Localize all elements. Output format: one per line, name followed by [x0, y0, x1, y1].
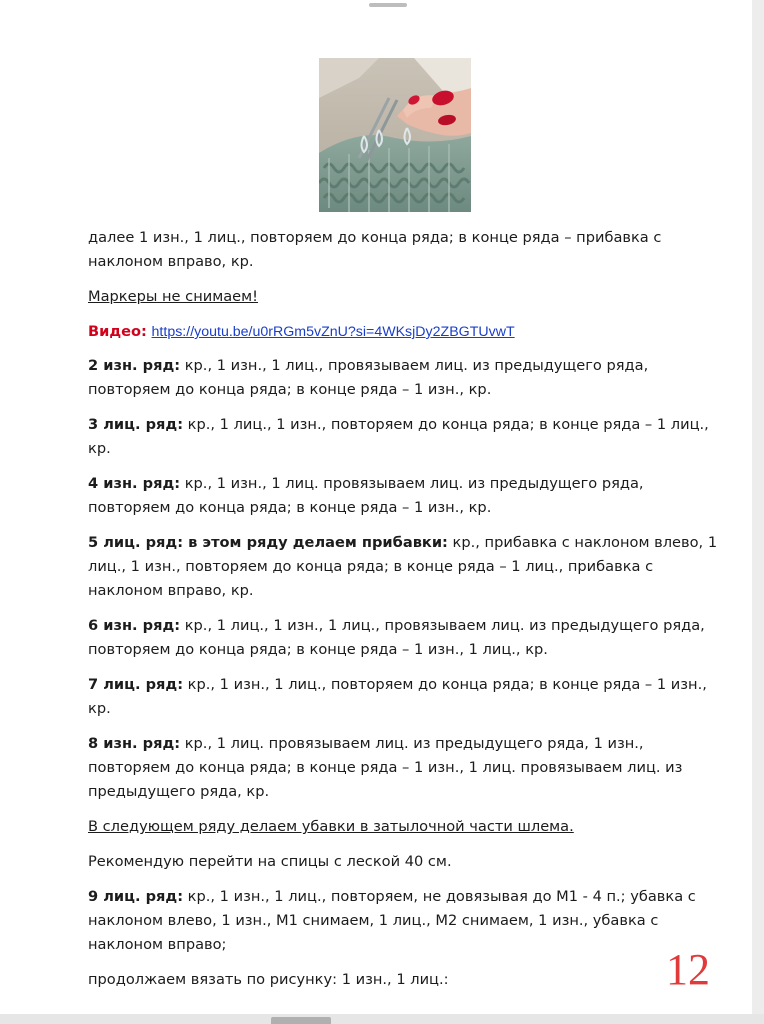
row-6	[88, 614, 718, 662]
scroll-thumb[interactable]	[271, 1017, 331, 1024]
row-text: кр., 1 лиц. провязываем лиц. из предыдущего ряда, 1 изн., повторяем до конца ряда; в конце ряда – 1 изн., 1 лиц. провязываем лиц. из предыдущего ряда, кр.	[88, 735, 683, 800]
drag-handle[interactable]	[369, 3, 407, 7]
row-text: кр., 1 лиц., 1 изн., 1 лиц., провязываем лиц. из предыдущего ряда, повторяем до конца ряда; в конце ряда – 1 изн., 1 лиц., кр.	[88, 617, 705, 658]
row-label: 6 изн. ряд:	[88, 617, 181, 634]
row-7	[88, 673, 718, 721]
knitting-photo	[319, 58, 471, 212]
row-label: 4 изн. ряд:	[88, 475, 181, 492]
row-text: кр., 1 изн., 1 лиц., повторяем до конца ряда; в конце ряда – 1 изн., кр.	[88, 676, 707, 717]
row-label: 3 лиц. ряд:	[88, 416, 184, 433]
row-label: 7 лиц. ряд:	[88, 676, 184, 693]
video-link[interactable]: https://youtu.be/u0rRGm5vZnU?si=4WKsjDy2ZBGTUvwT	[151, 324, 515, 340]
row-text: кр., 1 лиц., 1 изн., повторяем до конца ряда; в конце ряда – 1 лиц., кр.	[88, 416, 709, 457]
row-2	[88, 354, 718, 402]
intro-paragraph: далее 1 изн., 1 лиц., повторяем до конца ряда; в конце ряда – прибавка с наклоном вправо, кр.	[88, 229, 662, 270]
row-5	[88, 531, 718, 603]
row-text: кр., 1 изн., 1 лиц., провязываем лиц. из предыдущего ряда, повторяем до конца ряда; в конце ряда – 1 изн., кр.	[88, 357, 649, 398]
page-number: 12	[666, 945, 710, 994]
row-8	[88, 732, 718, 804]
needle-recommendation: Рекомендую перейти на спицы с леской 40 см.	[88, 853, 452, 870]
bottom-bar	[0, 1014, 764, 1024]
row-text: кр., 1 изн., 1 лиц. провязываем лиц. из предыдущего ряда, повторяем до конца ряда; в конце ряда – 1 изн., кр.	[88, 475, 644, 516]
instructions-text	[88, 226, 718, 1003]
decrease-note: В следующем ряду делаем убавки в затылочной части шлема.	[88, 818, 574, 835]
row-9	[88, 885, 718, 957]
markers-note: Маркеры не снимаем!	[88, 288, 259, 305]
row-text: кр., 1 изн., 1 лиц., повторяем, не довязывая до М1 - 4 п.; убавка с наклоном влево, 1 изн., М1 снимаем, 1 лиц., М2 снимаем, 1 изн., убавка с наклоном вправо;	[88, 888, 696, 953]
row-label: 8 изн. ряд:	[88, 735, 181, 752]
video-line	[88, 320, 718, 344]
row-4	[88, 472, 718, 520]
row-label: 5 лиц. ряд: в этом ряду делаем прибавки:	[88, 534, 448, 551]
row-text: кр., прибавка с наклоном влево, 1 лиц., 1 изн., повторяем до конца ряда; в конце ряда – 1 лиц., прибавка с наклоном вправо, кр.	[88, 534, 718, 599]
row-label: 9 лиц. ряд:	[88, 888, 184, 905]
row-3	[88, 413, 718, 461]
continue-paragraph: продолжаем вязать по рисунку: 1 изн., 1 лиц.:	[88, 971, 449, 988]
row-label: 2 изн. ряд:	[88, 357, 181, 374]
video-label: Видео:	[88, 323, 147, 340]
